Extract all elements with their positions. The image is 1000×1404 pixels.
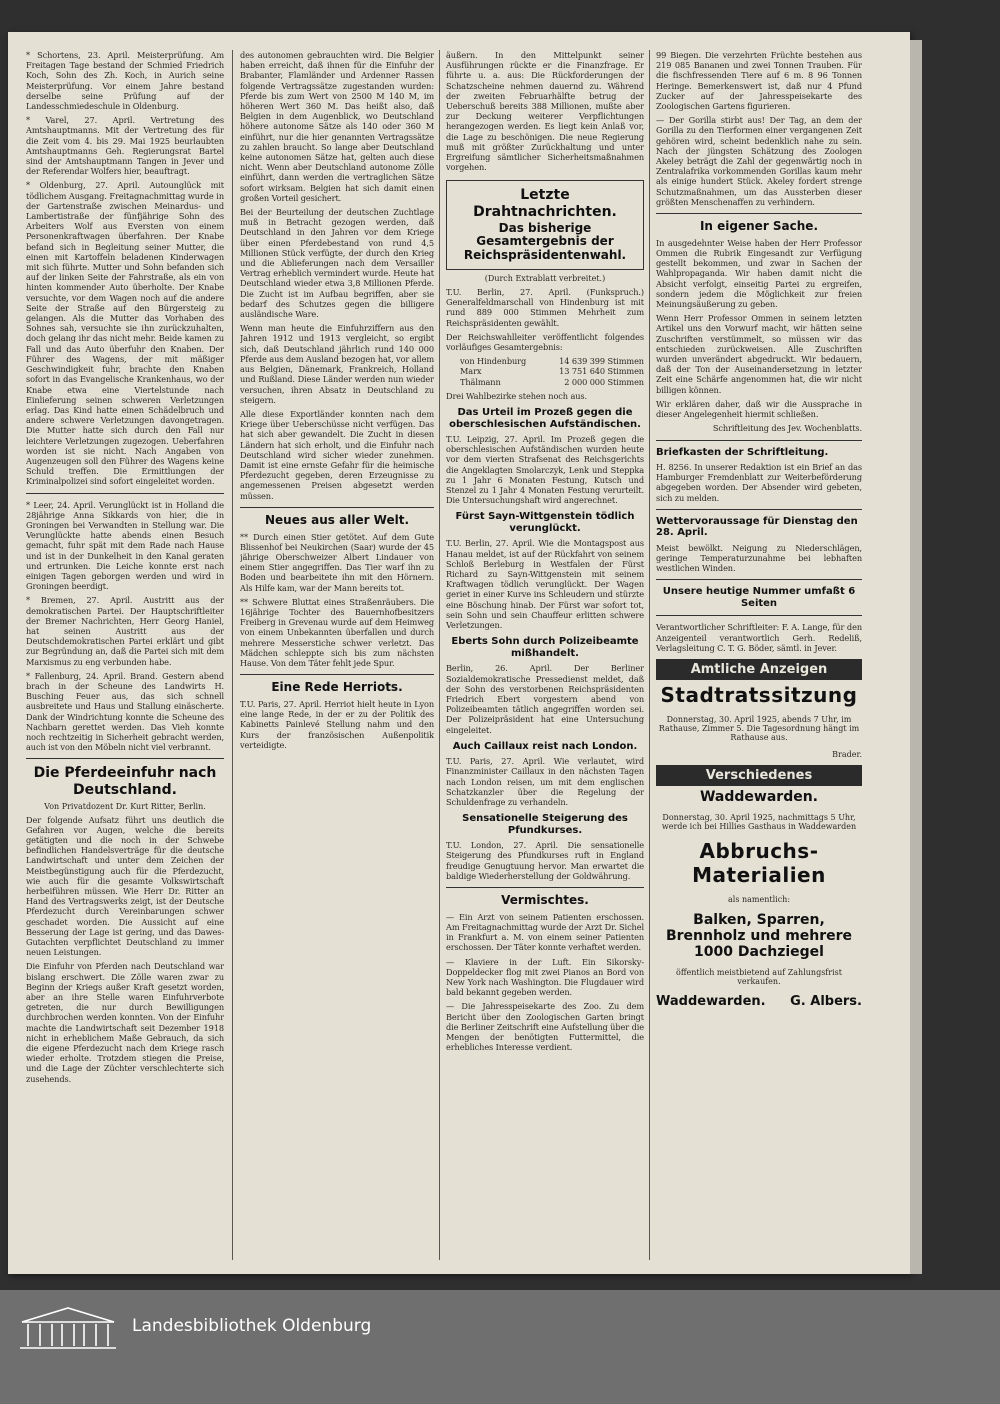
divider xyxy=(240,674,434,675)
article-paragraph: T.U. Paris, 27. April. Herriot hielt heute in Lyon eine lange Rede, in der er zu der Politik des Kabinetts Painlevé Stellung nahm und den Kurs der französischen Außenpolitik verteidigte. xyxy=(240,698,434,750)
divider xyxy=(656,213,862,214)
article-paragraph: äußern. In den Mittelpunkt seiner Ausführungen rückte er die Finanzfrage. Er führte u. a. aus: Die Rückforderungen der Schatzscheine nehmen dauernd zu. Während der zweiten Februarhälfte betrug der Ueberschuß bereits 388 Millionen, mußte aber zur Deckung weiterer Verpflichtungen herangezogen werden. Es liegt kein Anlaß vor, die Lage zu beschönigen. Die neue Regierung muß mit größter Zurückhaltung und unter Ergreifung sämtlicher Sicherheitsmaßnahmen vorgehen. xyxy=(446,50,644,173)
article-paragraph: Die Einfuhr von Pferden nach Deutschland war bislang erschwert. Die Zölle waren zwar zu Beginn der Kriegs außer Kraft gesetzt worden, aber an ihre Stelle waren Einfuhrverbote getreten, die nur durch Bewilligungen durchbrochen werden konnten. Von der Einfuhr machte die Landwirtschaft seit Dezember 1918 nicht in erheblichem Maße Gebrauch, da sich die eigene Pferdezucht nach dem Kriege rasch wieder erholte. Trotzdem stiegen die Preise, und die Lage der Züchter verschlechterte sich zusehends. xyxy=(26,961,224,1084)
official-notices-banner: Amtliche Anzeigen xyxy=(656,659,862,680)
library-building-icon xyxy=(18,1304,118,1352)
news-item: * Varel, 27. April. Vertretung des Amtshauptmanns. Mit der Vertretung des für die Zeit vom 4. bis 29. Mai 1925 beurlaubten Amtshauptmanns Geh. Regierungsrat Bartel sind der Amtshauptmann Tangen in Jever und der Referendar Wolfers hier, beauftragt. xyxy=(26,115,224,177)
mailbox-note: H. 8256. In unserer Redaktion ist ein Brief an das Hamburger Fremdenblatt zur Weiterbeförderung abgegeben worden. Der Absender wird gebeten, sich zu melden. xyxy=(656,462,862,503)
column-rule xyxy=(232,50,233,1260)
news-item: ** Schwere Bluttat eines Straßenräubers. Die 16jährige Tochter des Bauernhofbesitzers Freiberg in Grevenau wurde auf dem Heimweg von einem Unbekannten überfallen und durch mehrere Messerstiche schwer verletzt. Das Mädchen schleppte sich bis zum nächsten Hause. Von dem Täter fehlt jede Spur. xyxy=(240,596,434,668)
newspaper-page xyxy=(8,32,910,1274)
news-item: Der Reichswahlleiter veröffentlicht folgendes vorläufiges Gesamtergebnis: xyxy=(446,331,644,353)
ad-signature: Brader. xyxy=(832,750,862,760)
news-item: — Der Gorilla stirbt aus! Der Tag, an dem der Gorilla zu den Tierformen einer vergangenen Zeit gehören wird, scheint bedenklich nahe zu sein. Nach der jüngsten Schätzung des Zoologen Akeley beträgt die Zahl der gegenwärtig noch in Zentralafrika vorkommenden Gorillas kaum mehr als einige hundert Stück. Akeley fordert strenge Schutzmaßnahmen, um das Aussterben dieser größten Menschenaffen zu verhindern. xyxy=(656,115,862,207)
news-item: 99 Biegen. Die verzehrten Früchte bestehen aus 219 085 Bananen und zwei Tonnen Trauben. Für die fischfressenden Tiere auf 6 m. 8 96 Tonnen Heringe. Bemerkenswert ist, daß nur 4 Pfund Zucker auf der Jahresspeisekarte des Zoologischen Gartens figurieren. xyxy=(656,50,862,112)
news-item: ** Durch einen Stier getötet. Auf dem Gute Blissenhof bei Neukirchen (Saar) wurde der 45 jährige Oberschweizer Albert Lindauer von einem Stier angegriffen. Das Tier warf ihn zu Boden und bearbeitete ihn mit den Hörnern. Als Hilfe kam, war der Mann bereits tot. xyxy=(240,531,434,593)
headline-box xyxy=(446,180,644,270)
column-2 xyxy=(240,50,434,1260)
news-item: T.U. Paris, 27. April. Wie verlautet, wird Finanzminister Caillaux in den nächsten Tagen nach London reisen, um mit dem englischen Schatzkanzler über die Regelung der Schuldenfrage zu verhandeln. xyxy=(446,756,644,808)
article-paragraph: Alle diese Exportländer konnten nach dem Kriege über Ueberschüsse nicht verfügen. Das hat sich aber gewandelt. Die Zucht in diesen Ländern hat sich erholt, und die Einfuhr nach Deutschland wird sicher wieder zunehmen. Damit ist eine ernste Gefahr für die heimische Pferdezucht gegeben, deren Erzeugnisse zu angemessenen Preisen abgesetzt werden müssen. xyxy=(240,408,434,501)
signature: Schriftleitung des Jev. Wochenblatts. xyxy=(712,423,862,434)
column-3 xyxy=(446,50,644,1260)
subheading: Fürst Sayn-Wittgenstein tödlich verunglückt. xyxy=(455,511,635,534)
result-row xyxy=(460,366,644,376)
news-item: — Ein Arzt von seinem Patienten erschossen. Am Freitagnachmittag wurde der Arzt Dr. Sichel in Frankfurt a. M. von einem seiner Patienten erschossen. Der Täter konnte verhaftet werden. xyxy=(446,911,644,953)
subheading: Eberts Sohn durch Polizeibeamte mißhandelt. xyxy=(451,636,639,659)
news-item: T.U. Berlin, 27. April. Wie die Montagspost aus Hanau meldet, ist auf der Rückfahrt von seinem Schloß Berleburg in Westfalen der Fürst Richard zu Sayn-Wittgenstein mit seinem Kraftwagen tödlich verunglückt. Der Wagen geriet in einer Kurve ins Schleudern und stürzte eine Böschung hinab. Der Fürst war sofort tot, sein Sohn und sein Chauffeur erlitten schwere Verletzungen. xyxy=(446,538,644,631)
divider xyxy=(656,615,862,616)
divider xyxy=(446,887,644,888)
weather-heading: Wettervoraussage für Dienstag den 28. April. xyxy=(656,515,858,539)
column-rule xyxy=(439,50,440,1260)
article-paragraph: Wir erklären daher, daß wir die Aussprache in dieser Angelegenheit hiermit schließen. xyxy=(656,398,862,420)
news-item: * Oldenburg, 27. April. Autounglück mit tödlichem Ausgang. Freitagnachmittag wurde in der Gartenstraße zwischen Meinardus- und Lambertistraße der fünfjährige Sohn des Arbeiters Wolf aus Eversten von einem Personenkraftwagen überfahren. Der Knabe befand sich in Begleitung seiner Mutter, die einen mit Kartoffeln beladenen Kinderwagen mit sich führte. Mutter und Sohn befanden sich auf der linken Seite der Fahrstraße, als ein von hinten kommender Auto überholte. Der Knabe versuchte, vor dem Wagen noch auf die andere Seite der Straße auf den Bürgersteig zu gelangen. Als die Mutter das Vorhaben des Sohnes sah, versuchte sie ihn zurückzuhalten, doch gelang ihr das nicht mehr. Beide kamen zu Fall und das Auto überfuhr den Knaben. Der Führer des Wagens, der mit mäßiger Geschwindigkeit fuhr, brachte den Knaben sofort in das Evangelische Krankenhaus, wo der Knabe etwa eine Viertelstunde nach Einlieferung seinen schweren Verletzungen erlag. Das Kind hatte einen Schädelbruch und andere schwere Verletzungen davongetragen. Die Mutter hatte sich durch den Fall nur leichtere Verletzungen zugezogen. Ueberfahren worden ist sie nicht. Nach Angaben von Augenzeugen soll den Führer des Wagens keine Schuld treffen. Die Ermittlungen der Kriminalpolizei sind sofort eingeleitet worden. xyxy=(26,180,224,487)
article-paragraph: Der folgende Aufsatz führt uns deutlich die Gefahren vor Augen, welche die bereits getätigten und die noch in der Schwebe befindlichen Handelsverträge für die deutsche Landwirtschaft und unter dem Zeichen der Meistbegünstigung auch für die Pferdezucht, wie auch für die gesamte Volkswirtschaft herbeiführen müssen. Wie Herr Dr. Ritter an Hand des Vertragswerks zeigt, ist der Deutsche Pferdezucht durch Vereinbarungen schwer geschadet worden. Die Aussicht auf eine Besserung der Lage ist gering, und das Dawes-Gutachten verpflichtet Deutschland zu immer neuen Leistungen. xyxy=(26,814,224,958)
divider xyxy=(656,509,862,510)
candidate-votes: 2 000 000 Stimmen xyxy=(564,376,644,387)
news-item: — Klaviere in der Luft. Ein Sikorsky-Doppeldecker flog mit zwei Pianos an Bord von New York nach Washington. Die Flugdauer wird bald bekannt gegeben werden. xyxy=(446,956,644,998)
divider xyxy=(656,579,862,580)
ad-title: Stadtratssitzung xyxy=(660,683,858,708)
divider xyxy=(656,440,862,441)
article-heading: Eine Rede Herriots. xyxy=(271,680,403,695)
ad-footer-place: Waddewarden. xyxy=(656,994,766,1010)
page-count-notice: Unsere heutige Nummer umfaßt 6 Seiten xyxy=(662,586,856,609)
result-row xyxy=(460,377,644,387)
candidate-name: von Hindenburg xyxy=(460,356,527,367)
article-paragraph: Bei der Beurteilung der deutschen Zuchtlage muß in Betracht gezogen werden, daß Deutschland in den Jahren vor dem Kriege über einen Pferdebestand von rund 4,5 Millionen Stück verfügte, der durch den Krieg und die Ablieferungen nach dem Versailler Vertrag erheblich vermindert wurde. Heute hat Deutschland wieder etwa 3,8 Millionen Pferde. Die Zucht ist im Aufbau begriffen, aber sie bedarf des Schutzes gegen die billigere ausländische Ware. xyxy=(240,207,434,320)
ad-text: Donnerstag, 30. April 1925, nachmittags 5 Uhr, werde ich bei Hillies Gasthaus in Waddewarden xyxy=(661,813,857,832)
candidate-name: Thälmann xyxy=(460,376,501,387)
ad-place: Waddewarden. xyxy=(699,789,818,806)
candidate-votes: 13 751 640 Stimmen xyxy=(559,366,644,377)
news-item: * Leer, 24. April. Verunglückt ist in Holland die 28jährige Anna Sikkards von hier, die in Groningen bei Verwandten in Stellung war. Die Verunglückte hatte abends einen Besuch gemacht, fuhr spät mit dem Rade nach Hause und ist in der Dunkelheit in den Kanal geraten und ertrunken. Die Leiche konnte erst nach einigen Tagen geborgen werden und wird in Groningen beerdigt. xyxy=(26,499,224,592)
election-results xyxy=(460,356,644,387)
column-4 xyxy=(656,50,862,1260)
ad-title: Abbruchs-Materialien xyxy=(692,839,826,888)
section-heading: Neues aus aller Welt. xyxy=(264,512,410,527)
ad-items: Balken, Sparren, Brennholz und mehrere 1000 Dachziegel xyxy=(665,912,853,961)
ad-subtitle: als namentlich: xyxy=(727,895,791,905)
ad-note: öffentlich meistbietend auf Zahlungsfrist verkaufen. xyxy=(676,968,842,987)
footer-bar xyxy=(0,1290,1000,1404)
headline: Das bisherige Gesamtergebnis der Reichspräsidentenwahl. xyxy=(463,220,627,263)
section-heading: Letzte Drahtnachrichten. xyxy=(473,187,617,220)
section-heading: In eigener Sache. xyxy=(699,219,819,234)
mailbox-heading: Briefkasten der Schriftleitung. xyxy=(656,446,829,458)
candidate-votes: 14 639 399 Stimmen xyxy=(559,356,644,367)
imprint: Verantwortlicher Schriftleiter: F. A. Lange, für den Anzeigenteil verantwortlich Gerh. Redeliß, Verlagsleitung C. T. G. Böder, sämtl. in Jever. xyxy=(656,622,862,653)
news-item: * Schortens, 23. April. Meisterprüfung. Am Freitagen Tage bestand der Schmied Friedrich Koch, Sohn des Zh. Koch, in Aurich seine Meisterprüfung. Vor einem Jahre bestand derselbe seine Prüfung auf der Landesschmiedeschule in Oldenburg. xyxy=(26,50,224,112)
article-paragraph: Wenn Herr Professor Ommen in seinem letzten Artikel uns den Vorwurf macht, wir hätten seine Zuschriften verstümmelt, so müssen wir das entschieden zurückweisen. Alle Zuschriften wurden unverändert abgedruckt. Wir bedauern, daß der Ton der Auseinandersetzung in letzter Zeit eine Schärfe angenommen hat, die wir nicht billigen können. xyxy=(656,313,862,395)
article-byline: Von Privatdozent Dr. Kurt Ritter, Berlin. xyxy=(44,801,206,811)
news-item: T.U. Leipzig, 27. April. Im Prozeß gegen die oberschlesischen Aufständischen wurden heute vor dem vierten Strafsenat des Reichsgerichts die Angeklagten Smolarczyk, Lenk und Steppka zu 1 Jahr 6 Monaten Festung, Kutsch und Stenzel zu 1 Jahr 4 Monaten Festung verurteilt. Die Untersuchungshaft wird angerechnet. xyxy=(446,434,644,506)
candidate-name: Marx xyxy=(460,366,482,377)
divider xyxy=(240,507,434,508)
article-heading: Die Pferdeeinfuhr nach Deutschland. xyxy=(33,765,217,798)
news-item: Drei Wahlbezirke stehen noch aus. xyxy=(446,390,588,401)
article-paragraph: des autonomen gebrauchten wird. Die Belgier haben erreicht, daß ihnen für die Einfuhr der Brabanter, Flamländer und Ardenner Rassen folgende Vertragssätze zugestanden wurden: Pferde bis zum Wert von 2500 M 140 M, im höheren Wert 360 M. Das heißt also, daß Belgien in dem Augenblick, wo Deutschland höhere autonome Sätze als 140 oder 360 M einführt, nur die hier genannten Vertragssätze zu zahlen braucht. So lange aber Deutschland keine autonomen Sätze hat, gelten auch diese nicht. Wenn aber Deutschland autonome Zölle einführt, dann werden die vertraglichen Sätze sofort wirksam. Belgien hat sich damit einen großen Vorteil gesichert. xyxy=(240,50,434,203)
news-item: * Bremen, 27. April. Austritt aus der demokratischen Partei. Der Hauptschriftleiter der Bremer Nachrichten, Herr Georg Haniel, hat seinen Austritt aus der Deutschdemokratischen Partei erklärt und gibt zur Begründung an, daß die Partei sich mit dem Marxismus zu eng verbunden habe. xyxy=(26,595,224,667)
column-1 xyxy=(26,50,224,1260)
subheading: Auch Caillaux reist nach London. xyxy=(452,740,638,752)
news-item: T.U. London, 27. April. Die sensationelle Steigerung des Pfundkurses ruft in England freudige Genugtuung hervor. Man erwartet die baldige Wiederherstellung der Goldwährung. xyxy=(446,840,644,881)
subheading: Sensationelle Steigerung des Pfundkurses. xyxy=(462,813,628,836)
page-edge xyxy=(910,40,922,1274)
ad-text: Donnerstag, 30. April 1925, abends 7 Uhr, im Rathause, Zimmer 5. Die Tagesordnung hängt im Rathause aus. xyxy=(658,715,860,743)
news-item: T.U. Berlin, 27. April. (Funkspruch.) Generalfeldmarschall von Hindenburg ist mit rund 889 000 Stimmen Mehrheit zum Reichspräsidenten gewählt. xyxy=(446,287,644,328)
news-item: Berlin, 26. April. Der Berliner Sozialdemokratische Pressedienst meldet, daß der Sohn des verstorbenen Reichspräsidenten Friedrich Ebert vorgestern abend von Polizeibeamten tätlich angegriffen worden sei. Der Polizeipräsident hat eine Untersuchung eingeleitet. xyxy=(446,663,644,735)
divider xyxy=(26,758,224,759)
article-paragraph: Wenn man heute die Einfuhrziffern aus den Jahren 1912 und 1913 vergleicht, so ergibt sich, daß Deutschland jährlich rund 140 000 Pferde aus dem Ausland bezogen hat, vor allem aus Belgien, Dänemark, Frankreich, Holland und Rußland. Diese Länder werden nun wieder versuchen, ihren Absatz in Deutschland zu steigern. xyxy=(240,323,434,405)
subheading: Das Urteil im Prozeß gegen die oberschlesischen Aufständischen. xyxy=(449,407,641,430)
section-heading: Vermischtes. xyxy=(501,893,589,908)
ad-footer xyxy=(656,994,862,1009)
weather-forecast: Meist bewölkt. Neigung zu Niederschlägen, geringe Temperaturzunahme bei lebhaften westlichen Winden. xyxy=(656,542,862,574)
result-row xyxy=(460,356,644,366)
news-item: * Fallenburg, 24. April. Brand. Gestern abend brach in der Scheune des Landwirts H. Busching Feuer aus, das sich schnell ausbreitete und Haus und Stallung einäscherte. Dank der Windrichtung konnte die Scheune des Nachbarn gerettet werden. Das Vieh konnte noch rechtzeitig in Sicherheit gebracht werden, auch ist von den Möbeln nicht viel verbrannt. xyxy=(26,670,224,753)
news-item: — Die Jahresspeisekarte des Zoo. Zu dem Bericht über den Zoologischen Garten bringt die Berliner Zeitschrift eine Aufstellung über die Mengen der benötigten Futtermittel, die erhebliches Interesse verdient. xyxy=(446,1001,644,1053)
divider xyxy=(26,493,224,494)
column-rule xyxy=(649,50,650,1260)
misc-banner: Verschiedenes xyxy=(656,765,862,786)
library-name: Landesbibliothek Oldenburg xyxy=(132,1316,372,1336)
note: (Durch Extrablatt verbreitet.) xyxy=(484,274,606,284)
article-paragraph: In ausgedehnter Weise haben der Herr Professor Ommen die Rubrik Eingesandt zur Verfügung gestellt bekommen, und zwar in Sachen der Wahlpropaganda. Wir haben damit nicht die Absicht verfolgt, einseitig Partei zu ergreifen, sondern jedem die Möglichkeit zur freien Meinungsäußerung zu geben. xyxy=(656,237,862,310)
ad-footer-name: G. Albers. xyxy=(790,994,862,1010)
